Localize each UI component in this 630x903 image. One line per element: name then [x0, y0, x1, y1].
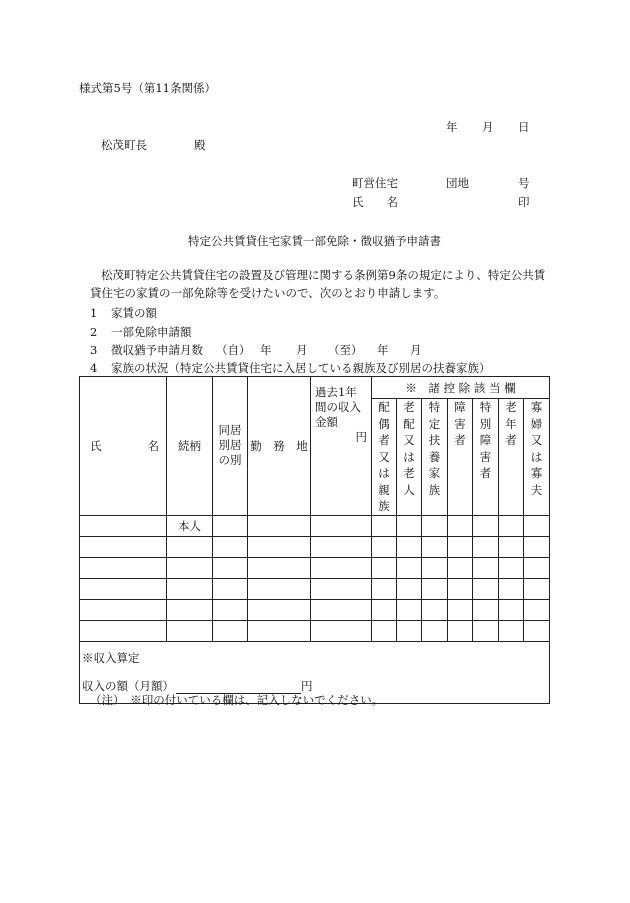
- cell-income[interactable]: [311, 536, 372, 557]
- cell-deduction: [397, 536, 422, 557]
- cell-cohabit[interactable]: [213, 620, 248, 641]
- cell-workplace[interactable]: [248, 599, 311, 620]
- cell-workplace[interactable]: [248, 536, 311, 557]
- header-deduction-3-label: 特定扶養家族: [428, 400, 441, 497]
- header-relation: 続柄: [167, 377, 213, 516]
- header-deduction-5-label: 特別障害者: [479, 400, 492, 480]
- cell-workplace[interactable]: [248, 515, 311, 536]
- cell-deduction: [448, 515, 473, 536]
- header-name-label: 氏 名: [90, 438, 159, 453]
- cell-deduction: [473, 515, 499, 536]
- item-3-from: （自）: [216, 343, 251, 357]
- cell-deduction: [397, 620, 422, 641]
- header-deduction-2: [397, 399, 422, 516]
- cell-deduction: [422, 620, 448, 641]
- cell-name[interactable]: [80, 536, 167, 557]
- cell-deduction: [372, 536, 397, 557]
- table-row: [80, 578, 550, 599]
- header-income: [311, 377, 372, 516]
- cell-deduction: [499, 557, 524, 578]
- cell-deduction: [473, 620, 499, 641]
- cell-deduction: [448, 536, 473, 557]
- cell-cohabit[interactable]: [213, 536, 248, 557]
- cell-income[interactable]: [311, 557, 372, 578]
- table-row: [80, 557, 550, 578]
- cell-name[interactable]: [80, 599, 167, 620]
- cell-deduction: [524, 620, 550, 641]
- item-3: [90, 342, 203, 358]
- number-label: 号: [518, 176, 530, 190]
- date-day-label: 日: [518, 120, 530, 134]
- header-workplace: 勤 務 地: [248, 377, 311, 516]
- body-text-line1: 松茂町特定公共賃貸住宅の設置及び管理に関する条例第9条の規定により、特定公共賃: [101, 268, 546, 282]
- applicant-name-label: 氏 名: [352, 195, 398, 209]
- cell-deduction: [524, 578, 550, 599]
- cell-deduction: [473, 557, 499, 578]
- header-deduction-1: [372, 399, 397, 516]
- table-row: [80, 515, 550, 536]
- cell-name[interactable]: [80, 620, 167, 641]
- header-deduction-7-label: 寡婦又は寡夫: [530, 400, 543, 497]
- cell-deduction: [499, 599, 524, 620]
- cell-deduction: [499, 536, 524, 557]
- cell-workplace[interactable]: [248, 557, 311, 578]
- cell-deduction: [372, 620, 397, 641]
- item-1-number: 1: [90, 306, 98, 320]
- table-row: [80, 536, 550, 557]
- item-3-year1: 年: [260, 343, 272, 357]
- cell-deduction: [448, 578, 473, 599]
- cell-relation[interactable]: [167, 536, 213, 557]
- cell-relation[interactable]: [167, 620, 213, 641]
- cell-workplace[interactable]: [248, 620, 311, 641]
- header-deduction-4-label: 障害者: [454, 400, 466, 447]
- cell-deduction: [448, 599, 473, 620]
- table-row: [80, 620, 550, 641]
- footnote: （注） ※印の付いている欄は、記入しないでください。: [90, 693, 384, 707]
- cell-income[interactable]: [311, 515, 372, 536]
- cell-deduction: [397, 557, 422, 578]
- date-month-label: 月: [482, 120, 494, 134]
- cell-deduction: [422, 599, 448, 620]
- item-4: [90, 360, 490, 376]
- cell-deduction: [499, 578, 524, 599]
- body-text-line2: 貸住宅の家賃の一部免除等を受けたいので、次のとおり申請します。: [90, 286, 446, 300]
- item-2-number: 2: [90, 325, 98, 339]
- cell-income[interactable]: [311, 578, 372, 599]
- cell-deduction: [372, 515, 397, 536]
- cell-name[interactable]: [80, 515, 167, 536]
- cell-relation[interactable]: [167, 599, 213, 620]
- cell-deduction: [372, 599, 397, 620]
- cell-deduction: [448, 620, 473, 641]
- cell-deduction: [397, 578, 422, 599]
- estate-label: 団地: [446, 176, 469, 190]
- cell-deduction: [499, 515, 524, 536]
- header-income-label: 過去1年間の収入金額: [315, 385, 361, 429]
- cell-cohabit[interactable]: [213, 515, 248, 536]
- header-income-unit: 円: [355, 430, 367, 444]
- cell-deduction: [524, 515, 550, 536]
- cell-income[interactable]: [311, 599, 372, 620]
- housing-label: 町営住宅: [352, 176, 398, 190]
- header-deduction-5: [473, 399, 499, 516]
- item-3-number: 3: [90, 343, 98, 357]
- income-calc-label: 収入の額（月額）: [82, 678, 174, 693]
- cell-deduction: [422, 515, 448, 536]
- cell-relation[interactable]: [167, 557, 213, 578]
- header-deduction-7: [524, 399, 550, 516]
- item-2: [90, 324, 191, 340]
- cell-deduction: [422, 536, 448, 557]
- cell-deduction: [422, 578, 448, 599]
- cell-relation-self: 本人: [167, 515, 213, 536]
- header-deduction-6-label: 老年者: [505, 400, 517, 447]
- income-calc-title: ※収入算定: [82, 650, 140, 665]
- table-row: [80, 599, 550, 620]
- item-3-text: 徴収猶予申請月数: [110, 343, 203, 357]
- item-3-month2: 月: [410, 343, 422, 357]
- cell-deduction: [499, 620, 524, 641]
- header-cohabit: [213, 377, 248, 516]
- header-deduction-6: [499, 399, 524, 516]
- item-4-text: 家族の状況（特定公共賃貸住宅に入居している親族及び別居の扶養家族）: [110, 361, 491, 375]
- item-2-text: 一部免除申請額: [110, 325, 192, 339]
- cell-name[interactable]: [80, 557, 167, 578]
- cell-deduction: [397, 599, 422, 620]
- addressee-honorific: 殿: [194, 138, 206, 152]
- cell-deduction: [524, 557, 550, 578]
- header-deduction-1-label: 配偶者又は親族: [378, 400, 390, 513]
- date-year-label: 年: [446, 120, 458, 134]
- cell-income[interactable]: [311, 620, 372, 641]
- cell-name[interactable]: [80, 578, 167, 599]
- cell-deduction: [448, 557, 473, 578]
- cell-deduction: [422, 557, 448, 578]
- form-number: 様式第5号（第11条関係）: [79, 81, 216, 95]
- cell-deduction: [473, 536, 499, 557]
- cell-deduction: [397, 515, 422, 536]
- cell-relation[interactable]: [167, 578, 213, 599]
- cell-deduction: [372, 557, 397, 578]
- item-3-month1: 月: [296, 343, 308, 357]
- cell-deduction: [473, 578, 499, 599]
- seal-label: 印: [518, 195, 530, 209]
- cell-deduction: [524, 536, 550, 557]
- header-deduction-4: [448, 399, 473, 516]
- cell-cohabit[interactable]: [213, 578, 248, 599]
- cell-deduction: [473, 599, 499, 620]
- item-1-text: 家賃の額: [110, 306, 157, 320]
- header-deduction-group: ※ 諸 控 除 該 当 欄: [372, 377, 550, 399]
- income-calc-unit: 円: [301, 678, 313, 693]
- family-table: [79, 376, 550, 704]
- header-cohabit-text: 同居別居の別: [218, 423, 242, 468]
- cell-cohabit[interactable]: [213, 557, 248, 578]
- addressee-name: 松茂町長: [101, 138, 147, 152]
- cell-deduction: [372, 578, 397, 599]
- cell-cohabit[interactable]: [213, 599, 248, 620]
- cell-deduction: [524, 599, 550, 620]
- header-deduction-2-label: 老配又は老人: [403, 400, 415, 497]
- item-4-number: 4: [90, 361, 98, 375]
- item-3-year2: 年: [377, 343, 389, 357]
- cell-workplace[interactable]: [248, 578, 311, 599]
- header-deduction-3: [422, 399, 448, 516]
- header-name: [80, 377, 167, 516]
- item-1: [90, 305, 157, 321]
- document-title: 特定公共賃貸住宅家賃一部免除・徴収猶予申請書: [188, 234, 441, 248]
- item-3-to: （至）: [328, 343, 363, 357]
